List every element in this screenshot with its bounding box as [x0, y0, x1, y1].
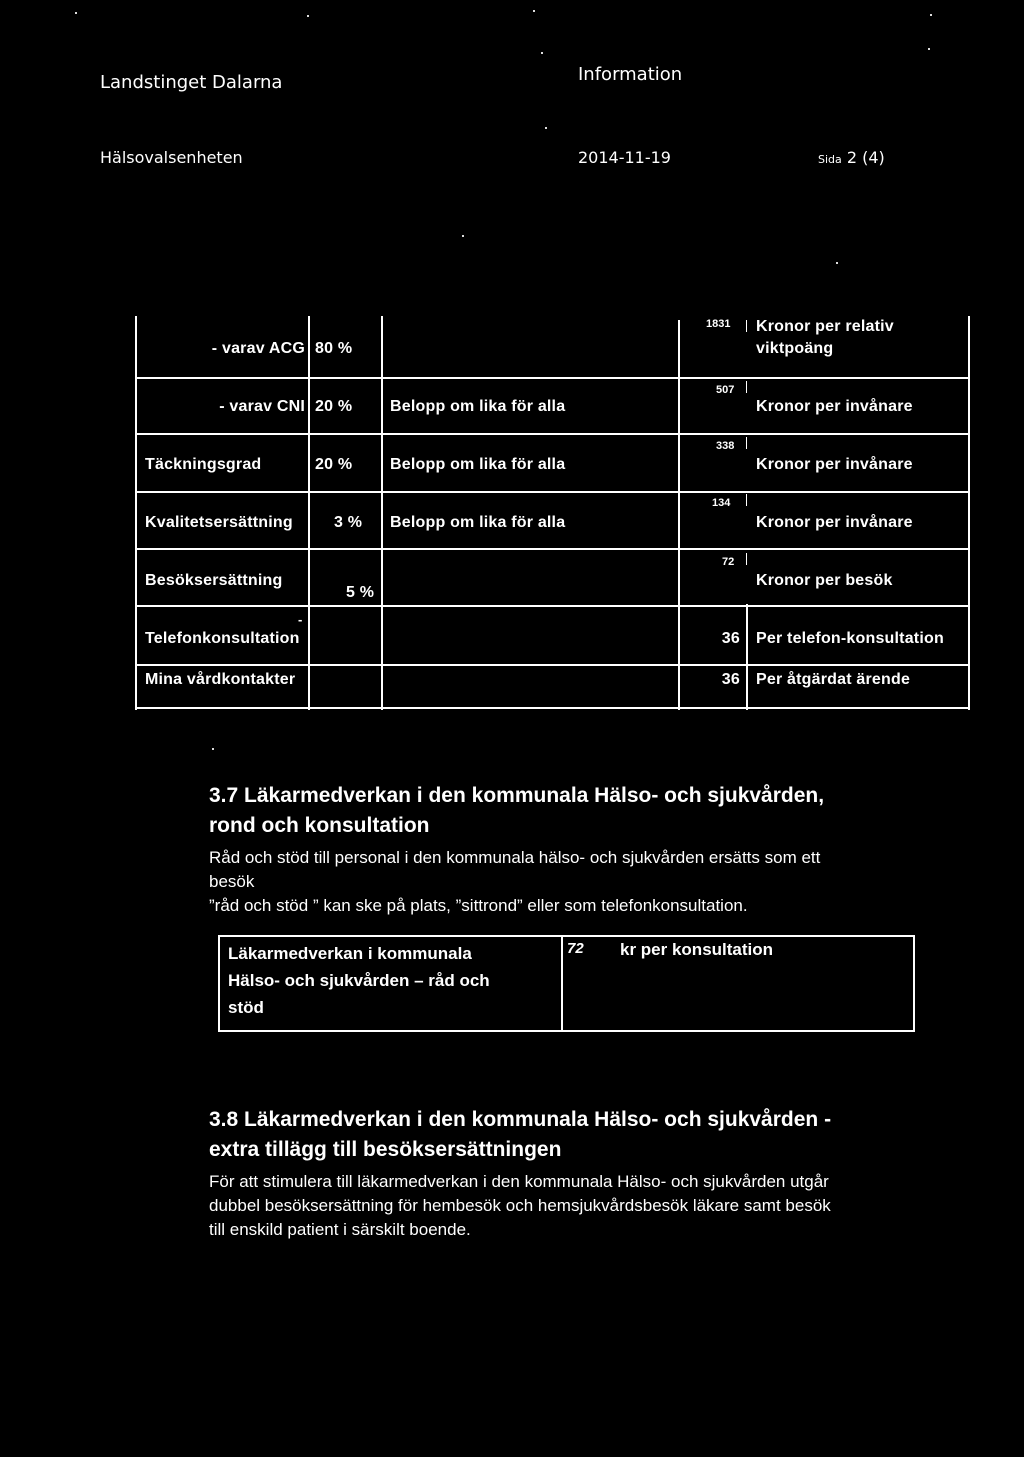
body-line: dubbel besöksersättning för hembesök och hemsjukvårdsbesök läkare samt besök	[209, 1196, 831, 1215]
page-number: 2 (4)	[846, 148, 885, 167]
row-unit: Per åtgärdat ärende	[756, 671, 911, 688]
row-unit: Per telefon-konsultation	[756, 630, 944, 647]
row-unit: Kronor per invånare	[756, 514, 913, 531]
amount-fragment: 338	[716, 440, 735, 452]
row-unit: Kronor per besök	[756, 572, 893, 589]
organization-name: Landstinget Dalarna	[100, 72, 283, 93]
row-amount: 36	[721, 630, 740, 647]
row-amount: 36	[721, 671, 740, 688]
label-line: Läkarmedverkan i kommunala	[228, 944, 472, 963]
row-label: Besöksersättning	[145, 572, 283, 589]
document-type: Information	[578, 64, 683, 85]
heading-line: 3.7 Läkarmedverkan i den kommunala Hälso- och sjukvården,	[209, 784, 825, 807]
row-unit-line2: viktpoäng	[756, 340, 834, 357]
row-label: - varav ACG	[211, 340, 305, 357]
row-unit: Kronor per invånare	[756, 398, 913, 415]
body-line: besök	[209, 872, 255, 891]
heading-line: extra tillägg till besöksersättningen	[209, 1138, 562, 1161]
row-percent: 80 %	[315, 340, 353, 357]
document-date: 2014-11-19	[578, 148, 671, 167]
row-label: - varav CNI	[219, 398, 305, 415]
section-3-8-heading	[209, 1105, 831, 1165]
row-basis: Belopp om lika för alla	[390, 456, 566, 473]
row-label-prefix: -	[298, 612, 303, 627]
row-basis: Belopp om lika för alla	[390, 514, 566, 531]
amount-fragment: 72	[722, 556, 735, 568]
row-percent: 5 %	[346, 584, 375, 601]
consultation-unit: kr per konsultation	[620, 940, 774, 959]
label-line: stöd	[228, 998, 264, 1017]
amount-fragment: 507	[716, 384, 735, 396]
body-line: till enskild patient i särskilt boende.	[209, 1220, 471, 1239]
row-label: Telefonkonsultation	[145, 630, 300, 647]
consultation-amount: 72	[567, 940, 584, 957]
heading-line: 3.8 Läkarmedverkan i den kommunala Hälso- och sjukvården -	[209, 1108, 832, 1131]
amount-fragment: 1831	[706, 318, 731, 330]
section-3-8-body	[209, 1170, 831, 1242]
row-percent: 20 %	[315, 398, 353, 415]
row-label: Mina vårdkontakter	[145, 671, 296, 688]
row-percent: 20 %	[315, 456, 353, 473]
consultation-label	[228, 940, 490, 1021]
row-label: Täckningsgrad	[145, 456, 262, 473]
heading-line: rond och konsultation	[209, 814, 430, 837]
department-name: Hälsovalsenheten	[100, 148, 243, 167]
row-unit: Kronor per invånare	[756, 456, 913, 473]
label-line: Hälso- och sjukvården – råd och	[228, 971, 490, 990]
row-percent: 3 %	[334, 514, 363, 531]
row-basis: Belopp om lika för alla	[390, 398, 566, 415]
row-unit-line1: Kronor per relativ	[756, 318, 894, 335]
amount-fragment: 134	[712, 497, 731, 509]
body-line: ”råd och stöd ” kan ske på plats, ”sittrond” eller som telefonkonsultation.	[209, 896, 748, 915]
row-label: Kvalitetsersättning	[145, 514, 293, 531]
body-line: Råd och stöd till personal i den kommunala hälso- och sjukvården ersätts som ett	[209, 848, 821, 867]
page-label: Sida	[818, 153, 842, 166]
body-line: För att stimulera till läkarmedverkan i den kommunala Hälso- och sjukvården utgår	[209, 1172, 829, 1191]
